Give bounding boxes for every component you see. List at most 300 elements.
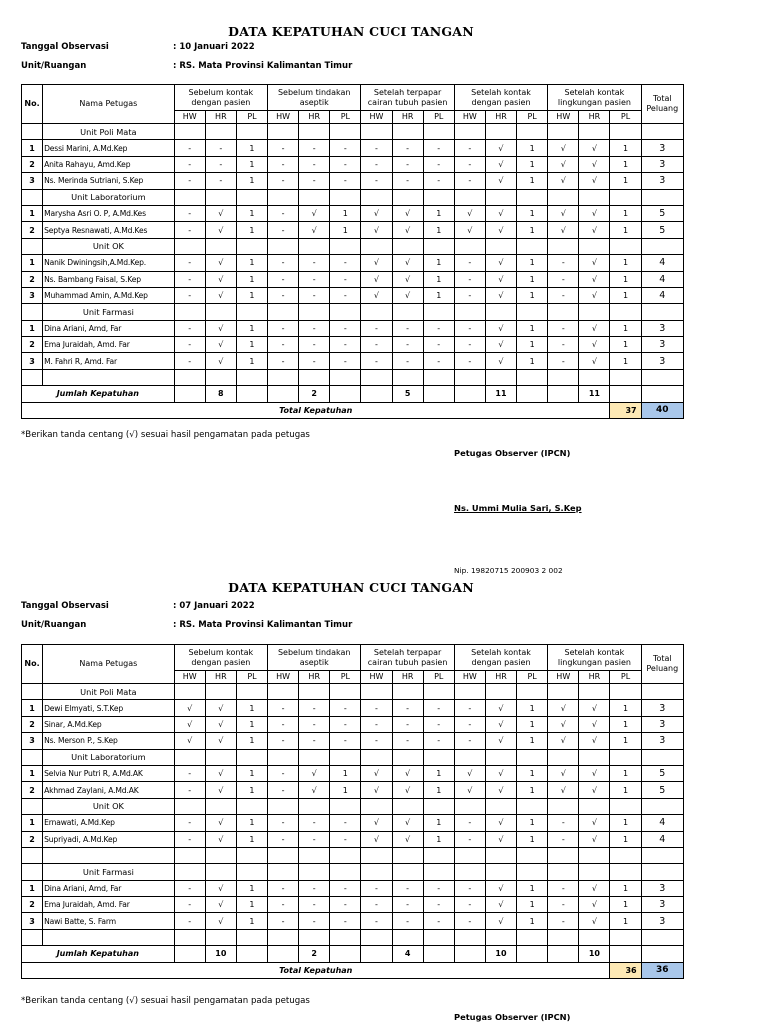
observation-cell: -: [454, 337, 485, 353]
col-subheader: HR: [205, 671, 236, 684]
observation-cell: -: [392, 733, 423, 749]
empty-cell: [485, 864, 516, 880]
empty-cell: [392, 684, 423, 700]
empty-cell: [548, 929, 579, 945]
jumlah-cell: [517, 946, 548, 962]
observation-cell: 1: [517, 700, 548, 716]
col-header-group: [454, 645, 547, 671]
col-subheader: HW: [174, 671, 205, 684]
observation-cell: 1: [610, 255, 641, 271]
observation-cell: -: [423, 913, 454, 929]
empty-cell: [236, 864, 267, 880]
observation-cell: 1: [236, 140, 267, 156]
observation-cell: -: [299, 700, 330, 716]
observation-cell: 1: [610, 815, 641, 831]
observation-cell: 1: [517, 880, 548, 896]
observation-cell: 1: [423, 255, 454, 271]
observation-cell: 1: [236, 897, 267, 913]
observation-cell: -: [392, 173, 423, 189]
row-number: 3: [22, 287, 43, 303]
observation-cell: 1: [236, 287, 267, 303]
observation-cell: 1: [610, 353, 641, 369]
observation-cell: -: [268, 880, 299, 896]
observation-cell: √: [299, 222, 330, 238]
jumlah-cell: [610, 946, 641, 962]
empty-cell: [454, 847, 485, 863]
staff-name: Supriyadi, A.Md.Kep: [43, 831, 175, 847]
staff-name: Ernawati, A.Md.Kep: [43, 815, 175, 831]
empty-cell: [579, 749, 610, 765]
col-header-name: Nama Petugas: [43, 85, 175, 124]
observation-cell: -: [299, 140, 330, 156]
observation-cell: 1: [610, 716, 641, 732]
empty-cell: [517, 864, 548, 880]
observation-cell: √: [205, 897, 236, 913]
observation-cell: -: [548, 287, 579, 303]
observation-cell: 1: [423, 782, 454, 798]
empty-cell: [454, 929, 485, 945]
observation-cell: √: [454, 782, 485, 798]
observation-cell: -: [268, 897, 299, 913]
staff-name: Sinar, A.Md.Kep: [43, 716, 175, 732]
observation-cell: √: [485, 222, 516, 238]
observation-cell: √: [485, 815, 516, 831]
observation-cell: √: [485, 765, 516, 781]
observation-cell: √: [205, 271, 236, 287]
observation-cell: -: [454, 897, 485, 913]
observation-cell: -: [423, 897, 454, 913]
empty-cell: [641, 946, 683, 962]
table-row: [22, 831, 684, 847]
empty-cell: [205, 684, 236, 700]
observation-cell: √: [579, 173, 610, 189]
unit-name: Unit OK: [43, 798, 175, 814]
empty-cell: [548, 864, 579, 880]
observation-cell: -: [299, 913, 330, 929]
total-peluang-value: 36: [641, 962, 683, 978]
jumlah-cell: [548, 946, 579, 962]
total-peluang-cell: 4: [641, 255, 683, 271]
observer-name: Ns. Ummi Mulia Sari, S.Kep: [454, 503, 582, 513]
observation-cell: -: [268, 716, 299, 732]
empty-cell: [236, 929, 267, 945]
staff-name: Ema Juraidah, Amd. Far: [43, 337, 175, 353]
jumlah-kepatuhan-row: [22, 946, 684, 962]
col-subheader: HW: [548, 671, 579, 684]
observation-cell: -: [268, 205, 299, 221]
observation-cell: -: [361, 880, 392, 896]
staff-name: Dina Ariani, Amd, Far: [43, 880, 175, 896]
observation-cell: √: [548, 222, 579, 238]
col-subheader: PL: [610, 671, 641, 684]
observation-cell: -: [299, 156, 330, 172]
jumlah-label: Jumlah Kepatuhan: [22, 386, 175, 402]
col-subheader: PL: [423, 671, 454, 684]
empty-cell: [423, 684, 454, 700]
empty-cell: [205, 847, 236, 863]
observation-cell: 1: [517, 831, 548, 847]
observation-cell: -: [454, 156, 485, 172]
col-header-no: No.: [22, 645, 43, 684]
observation-cell: 1: [236, 156, 267, 172]
observation-cell: -: [268, 815, 299, 831]
observation-cell: √: [205, 320, 236, 336]
observation-cell: -: [330, 897, 361, 913]
empty-cell: [579, 847, 610, 863]
unit-name: Unit Laboratorium: [43, 749, 175, 765]
observation-cell: 1: [423, 287, 454, 303]
document-title: DATA KEPATUHAN CUCI TANGAN: [228, 580, 474, 595]
total-peluang-cell: 5: [641, 222, 683, 238]
observation-cell: 1: [236, 880, 267, 896]
observation-cell: -: [392, 880, 423, 896]
col-header-line: lingkungan pasien: [557, 97, 631, 107]
observation-cell: 1: [236, 271, 267, 287]
observation-cell: -: [361, 353, 392, 369]
observation-cell: √: [361, 255, 392, 271]
observation-cell: √: [548, 716, 579, 732]
observation-cell: √: [205, 913, 236, 929]
observation-cell: 1: [517, 815, 548, 831]
unit-name: Unit Farmasi: [43, 864, 175, 880]
empty-cell: [174, 847, 205, 863]
observation-cell: -: [299, 287, 330, 303]
unit-label: Unit/Ruangan: [21, 620, 87, 630]
empty-cell: [236, 798, 267, 814]
total-peluang-cell: 4: [641, 831, 683, 847]
col-header-line: Sebelum tindakan: [277, 647, 351, 657]
observation-cell: 1: [610, 765, 641, 781]
observation-cell: -: [548, 815, 579, 831]
observation-cell: -: [174, 255, 205, 271]
observation-cell: √: [392, 205, 423, 221]
observation-cell: -: [205, 156, 236, 172]
empty-cell: [548, 684, 579, 700]
empty-cell: [454, 684, 485, 700]
observation-cell: 1: [610, 337, 641, 353]
observation-cell: -: [423, 700, 454, 716]
col-header-line: Total: [652, 94, 672, 103]
unit-value: : RS. Mata Provinsi Kalimantan Timur: [173, 620, 353, 630]
observation-cell: -: [299, 733, 330, 749]
observation-cell: -: [330, 831, 361, 847]
jumlah-cell: [330, 946, 361, 962]
empty-cell: [610, 847, 641, 863]
empty-cell: [268, 847, 299, 863]
jumlah-cell: 5: [392, 386, 423, 402]
observation-cell: -: [174, 156, 205, 172]
observation-cell: -: [268, 700, 299, 716]
observation-cell: 1: [610, 287, 641, 303]
unit-group-row: [22, 684, 684, 700]
observation-cell: -: [423, 880, 454, 896]
empty-cell: [205, 929, 236, 945]
observation-cell: -: [268, 782, 299, 798]
observation-cell: -: [392, 700, 423, 716]
col-header-group: [361, 645, 454, 671]
staff-name: Muhammad Amin, A.Md.Kep: [43, 287, 175, 303]
observation-cell: -: [330, 337, 361, 353]
empty-cell: [517, 798, 548, 814]
total-kepatuhan-value: 37: [610, 402, 641, 418]
unit-name: Unit Poli Mata: [43, 124, 175, 140]
observation-cell: -: [548, 255, 579, 271]
col-subheader: HR: [579, 111, 610, 124]
empty-cell: [641, 798, 683, 814]
observation-cell: -: [392, 140, 423, 156]
col-subheader: PL: [236, 111, 267, 124]
col-subheader: HW: [268, 671, 299, 684]
jumlah-cell: [174, 946, 205, 962]
staff-name: Dina Ariani, Amd, Far: [43, 320, 175, 336]
observation-cell: √: [205, 782, 236, 798]
col-subheader: HW: [268, 111, 299, 124]
observation-cell: √: [579, 156, 610, 172]
observation-cell: √: [485, 782, 516, 798]
observation-cell: -: [423, 140, 454, 156]
observation-cell: -: [361, 700, 392, 716]
empty-cell: [548, 798, 579, 814]
col-header-line: dengan pasien: [471, 97, 531, 107]
observation-cell: 1: [517, 271, 548, 287]
col-subheader: HW: [548, 111, 579, 124]
observation-cell: 1: [610, 156, 641, 172]
staff-name: Dewi Elmyati, S.T.Kep: [43, 700, 175, 716]
total-peluang-cell: 3: [641, 716, 683, 732]
observation-cell: √: [485, 897, 516, 913]
empty-cell: [361, 864, 392, 880]
instruction-note: *Berikan tanda centang (√) sesuai hasil pengamatan pada petugas: [21, 996, 310, 1006]
table-row: [22, 733, 684, 749]
empty-cell: [330, 864, 361, 880]
observation-cell: -: [268, 337, 299, 353]
observation-cell: √: [579, 140, 610, 156]
observation-cell: √: [485, 913, 516, 929]
row-number: 1: [22, 320, 43, 336]
col-subheader: PL: [610, 111, 641, 124]
observation-cell: -: [423, 733, 454, 749]
observation-cell: 1: [610, 320, 641, 336]
jumlah-label: Jumlah Kepatuhan: [22, 946, 175, 962]
staff-name: Ema Juraidah, Amd. Far: [43, 897, 175, 913]
empty-cell: [485, 749, 516, 765]
col-header-no: No.: [22, 85, 43, 124]
observation-cell: √: [361, 815, 392, 831]
col-header-line: Sebelum kontak: [188, 647, 254, 657]
observation-cell: 1: [517, 140, 548, 156]
jumlah-cell: [454, 946, 485, 962]
observation-cell: -: [361, 140, 392, 156]
observation-cell: -: [392, 913, 423, 929]
observation-cell: -: [299, 815, 330, 831]
row-number: 3: [22, 353, 43, 369]
col-header-line: aseptik: [299, 657, 329, 667]
empty-cell: [299, 847, 330, 863]
observation-cell: √: [392, 815, 423, 831]
observation-cell: -: [423, 716, 454, 732]
observation-cell: -: [330, 271, 361, 287]
observation-cell: √: [485, 831, 516, 847]
observation-cell: -: [548, 913, 579, 929]
row-number: 2: [22, 831, 43, 847]
observation-cell: -: [361, 337, 392, 353]
empty-cell: [579, 684, 610, 700]
group-no-cell: [22, 864, 43, 880]
empty-cell: [423, 798, 454, 814]
observation-cell: √: [548, 156, 579, 172]
col-header-line: dengan pasien: [191, 657, 251, 667]
unit-name: Unit OK: [43, 238, 175, 254]
observation-cell: √: [392, 765, 423, 781]
observation-cell: 1: [517, 913, 548, 929]
total-peluang-cell: 3: [641, 700, 683, 716]
observation-cell: √: [579, 222, 610, 238]
observation-cell: -: [174, 815, 205, 831]
observation-cell: √: [205, 287, 236, 303]
empty-cell: [330, 684, 361, 700]
col-subheader: PL: [517, 111, 548, 124]
row-number: 3: [22, 173, 43, 189]
empty-cell: [236, 847, 267, 863]
empty-cell: [392, 798, 423, 814]
observation-cell: -: [299, 337, 330, 353]
total-peluang-cell: 5: [641, 765, 683, 781]
observation-cell: √: [361, 287, 392, 303]
empty-cell: [641, 864, 683, 880]
empty-cell: [454, 798, 485, 814]
table-row: [22, 782, 684, 798]
observation-cell: 1: [330, 205, 361, 221]
observation-cell: 1: [517, 205, 548, 221]
empty-cell: [485, 929, 516, 945]
observation-cell: √: [392, 255, 423, 271]
observation-cell: -: [174, 140, 205, 156]
observer-nip: Nip. 19820715 200903 2 002: [454, 566, 563, 575]
empty-cell: [361, 684, 392, 700]
observation-cell: √: [485, 700, 516, 716]
col-subheader: HW: [454, 671, 485, 684]
observation-cell: 1: [423, 831, 454, 847]
observation-cell: √: [392, 782, 423, 798]
row-number: 2: [22, 897, 43, 913]
jumlah-cell: [361, 946, 392, 962]
total-peluang-cell: 5: [641, 782, 683, 798]
table-row: [22, 700, 684, 716]
total-peluang-cell: 3: [641, 156, 683, 172]
total-peluang-cell: 3: [641, 733, 683, 749]
unit-value: : RS. Mata Provinsi Kalimantan Timur: [173, 61, 353, 71]
empty-cell: [299, 864, 330, 880]
observation-cell: -: [174, 271, 205, 287]
observation-cell: -: [330, 255, 361, 271]
observation-cell: 1: [517, 320, 548, 336]
empty-cell: [485, 847, 516, 863]
col-header-line: Setelah kontak: [471, 87, 531, 97]
staff-name: Septya Resnawati, A.Md.Kes: [43, 222, 175, 238]
total-label: Total Kepatuhan: [22, 962, 610, 978]
total-peluang-cell: 3: [641, 337, 683, 353]
observation-cell: -: [548, 320, 579, 336]
empty-cell: [423, 847, 454, 863]
observation-cell: -: [268, 255, 299, 271]
empty-cell: [361, 749, 392, 765]
observation-cell: √: [205, 353, 236, 369]
observation-cell: 1: [236, 337, 267, 353]
observation-cell: 1: [610, 173, 641, 189]
empty-cell: [22, 847, 43, 863]
observation-cell: √: [485, 271, 516, 287]
col-header-line: dengan pasien: [471, 657, 531, 667]
empty-cell: [579, 929, 610, 945]
observation-cell: -: [268, 271, 299, 287]
col-subheader: HW: [361, 671, 392, 684]
observation-cell: √: [174, 700, 205, 716]
date-value: : 07 Januari 2022: [173, 601, 255, 611]
col-subheader: HW: [454, 111, 485, 124]
col-subheader: HW: [174, 111, 205, 124]
jumlah-cell: 2: [299, 386, 330, 402]
observation-cell: -: [299, 173, 330, 189]
observation-cell: -: [299, 353, 330, 369]
observation-cell: √: [548, 782, 579, 798]
empty-cell: [205, 749, 236, 765]
observation-cell: 1: [610, 831, 641, 847]
observation-cell: -: [330, 733, 361, 749]
blank-row: [22, 847, 684, 863]
total-peluang-cell: 4: [641, 271, 683, 287]
observation-cell: √: [579, 320, 610, 336]
observation-cell: 1: [610, 782, 641, 798]
empty-cell: [454, 864, 485, 880]
observation-cell: -: [548, 897, 579, 913]
observation-cell: √: [579, 765, 610, 781]
col-header-line: cairan tubuh pasien: [367, 657, 448, 667]
empty-cell: [610, 864, 641, 880]
jumlah-cell: 10: [579, 946, 610, 962]
empty-cell: [485, 684, 516, 700]
observation-cell: -: [548, 880, 579, 896]
observation-cell: -: [423, 320, 454, 336]
observation-cell: √: [361, 831, 392, 847]
observation-cell: √: [579, 353, 610, 369]
empty-cell: [423, 749, 454, 765]
col-subheader: PL: [236, 671, 267, 684]
observation-cell: √: [392, 831, 423, 847]
empty-cell: [610, 929, 641, 945]
observation-cell: -: [299, 255, 330, 271]
observation-cell: -: [454, 287, 485, 303]
unit-name: Unit Farmasi: [43, 304, 175, 320]
observation-cell: 1: [423, 205, 454, 221]
observation-cell: √: [485, 205, 516, 221]
observation-cell: √: [579, 205, 610, 221]
empty-cell: [330, 929, 361, 945]
observation-cell: -: [454, 880, 485, 896]
empty-cell: [268, 684, 299, 700]
row-number: 1: [22, 815, 43, 831]
col-header-line: Setelah kontak: [564, 647, 625, 657]
observation-cell: √: [392, 287, 423, 303]
observation-cell: √: [205, 733, 236, 749]
row-number: 2: [22, 337, 43, 353]
observation-cell: 1: [236, 205, 267, 221]
observation-cell: -: [454, 255, 485, 271]
observation-cell: √: [548, 173, 579, 189]
col-header-line: Setelah kontak: [564, 87, 625, 97]
empty-cell: [517, 684, 548, 700]
unit-name: Unit Laboratorium: [43, 189, 175, 205]
table-row: [22, 897, 684, 913]
